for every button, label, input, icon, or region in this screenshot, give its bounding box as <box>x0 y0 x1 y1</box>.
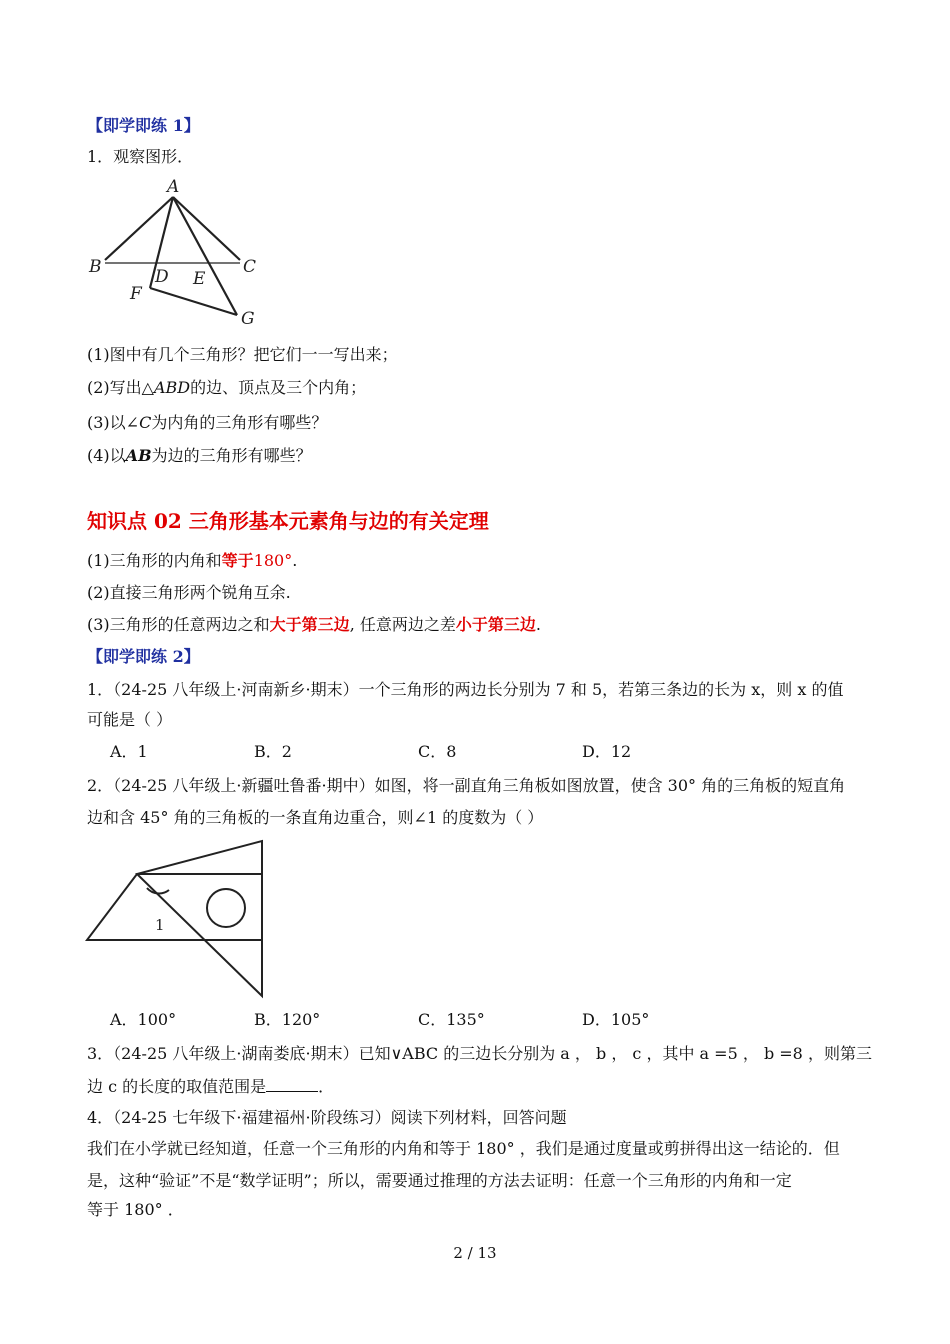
label-F: F <box>130 284 142 304</box>
q2-choice-c: C．135° <box>418 1010 485 1029</box>
label-E: E <box>193 269 206 289</box>
page-number: 2 / 13 <box>453 1244 497 1262</box>
q1-choice-c: C．8 <box>418 742 457 761</box>
label-D: D <box>155 267 169 287</box>
q2-choice-d: D．105° <box>582 1010 650 1029</box>
practice2-q1-line2: 可能是（ ） <box>87 710 173 729</box>
q2-choice-b: B．120° <box>254 1010 321 1029</box>
label-A: A <box>167 177 180 197</box>
q2-choice-a: A．100° <box>110 1010 177 1029</box>
practice2-q3-line2: 边 c 的长度的取值范围是 ． <box>87 1077 335 1096</box>
knowledge-p1: (1)三角形的内角和等于180°. <box>87 551 298 570</box>
practice2-q1-line1: 1．（24-25 八年级上·河南新乡·期末）一个三角形的两边长分别为 7 和 5，若第三条边的长为 x，则 x 的值 <box>87 680 844 699</box>
practice2-q4-line3: 是，这种“验证”不是“数学证明”；所以，需要通过推理的方法去证明：任意一个三角形的内角和一定 <box>87 1171 792 1190</box>
practice2-q4-line1: 4．（24-25 七年级下·福建福州·阶段练习）阅读下列材料，回答问题 <box>87 1108 567 1127</box>
practice1-title: 【即学即练 1】 <box>87 116 200 135</box>
label-C: C <box>243 257 257 277</box>
label-B: B <box>89 257 102 277</box>
knowledge-p2: (2)直接三角形两个锐角互余. <box>87 583 291 602</box>
triangle-figure <box>85 172 275 332</box>
practice1-sub4: (4)以AB为边的三角形有哪些？ <box>87 446 312 465</box>
practice2-q4-line4: 等于 180° ． <box>87 1200 184 1219</box>
practice1-sub2: (2)写出△ABD的边、顶点及三个内角； <box>87 378 367 397</box>
q1-choice-a: A．1 <box>110 742 148 761</box>
answer-blank[interactable] <box>266 1076 318 1092</box>
label-G: G <box>241 309 255 329</box>
practice2-q4-line2: 我们在小学就已经知道，任意一个三角形的内角和等于 180° ，我们是通过度量或剪拼得出这一结论的．但 <box>87 1139 840 1158</box>
practice1-sub3: (3)以∠C为内角的三角形有哪些？ <box>87 413 328 432</box>
practice2-q2-line2: 边和含 45° 角的三角板的一条直角边重合，则∠1 的度数为（ ） <box>87 808 544 827</box>
practice2-q2-line1: 2．（24-25 八年级上·新疆吐鲁番·期中）如图，将一副直角三角板如图放置，使含 30° 角的三角板的短直角 <box>87 776 846 795</box>
knowledge-heading: 知识点 02 三角形基本元素角与边的有关定理 <box>87 509 489 533</box>
practice2-q3-line1: 3．（24-25 八年级上·湖南娄底·期末）已知∨ABC 的三边长分别为 a ， b ， c ，其中 a =5 ， b =8 ，则第三 <box>87 1044 872 1063</box>
q1-choice-b: B．2 <box>254 742 292 761</box>
practice1-sub1: (1)图中有几个三角形？把它们一一写出来； <box>87 345 398 364</box>
set-squares-figure <box>85 838 270 1000</box>
q1-choice-d: D．12 <box>582 742 632 761</box>
practice2-title: 【即学即练 2】 <box>87 647 200 666</box>
practice1-q1: 1．观察图形． <box>87 147 194 166</box>
knowledge-p3: (3)三角形的任意两边之和大于第三边, 任意两边之差小于第三边. <box>87 615 541 634</box>
angle-1-label: 1 <box>155 916 165 934</box>
